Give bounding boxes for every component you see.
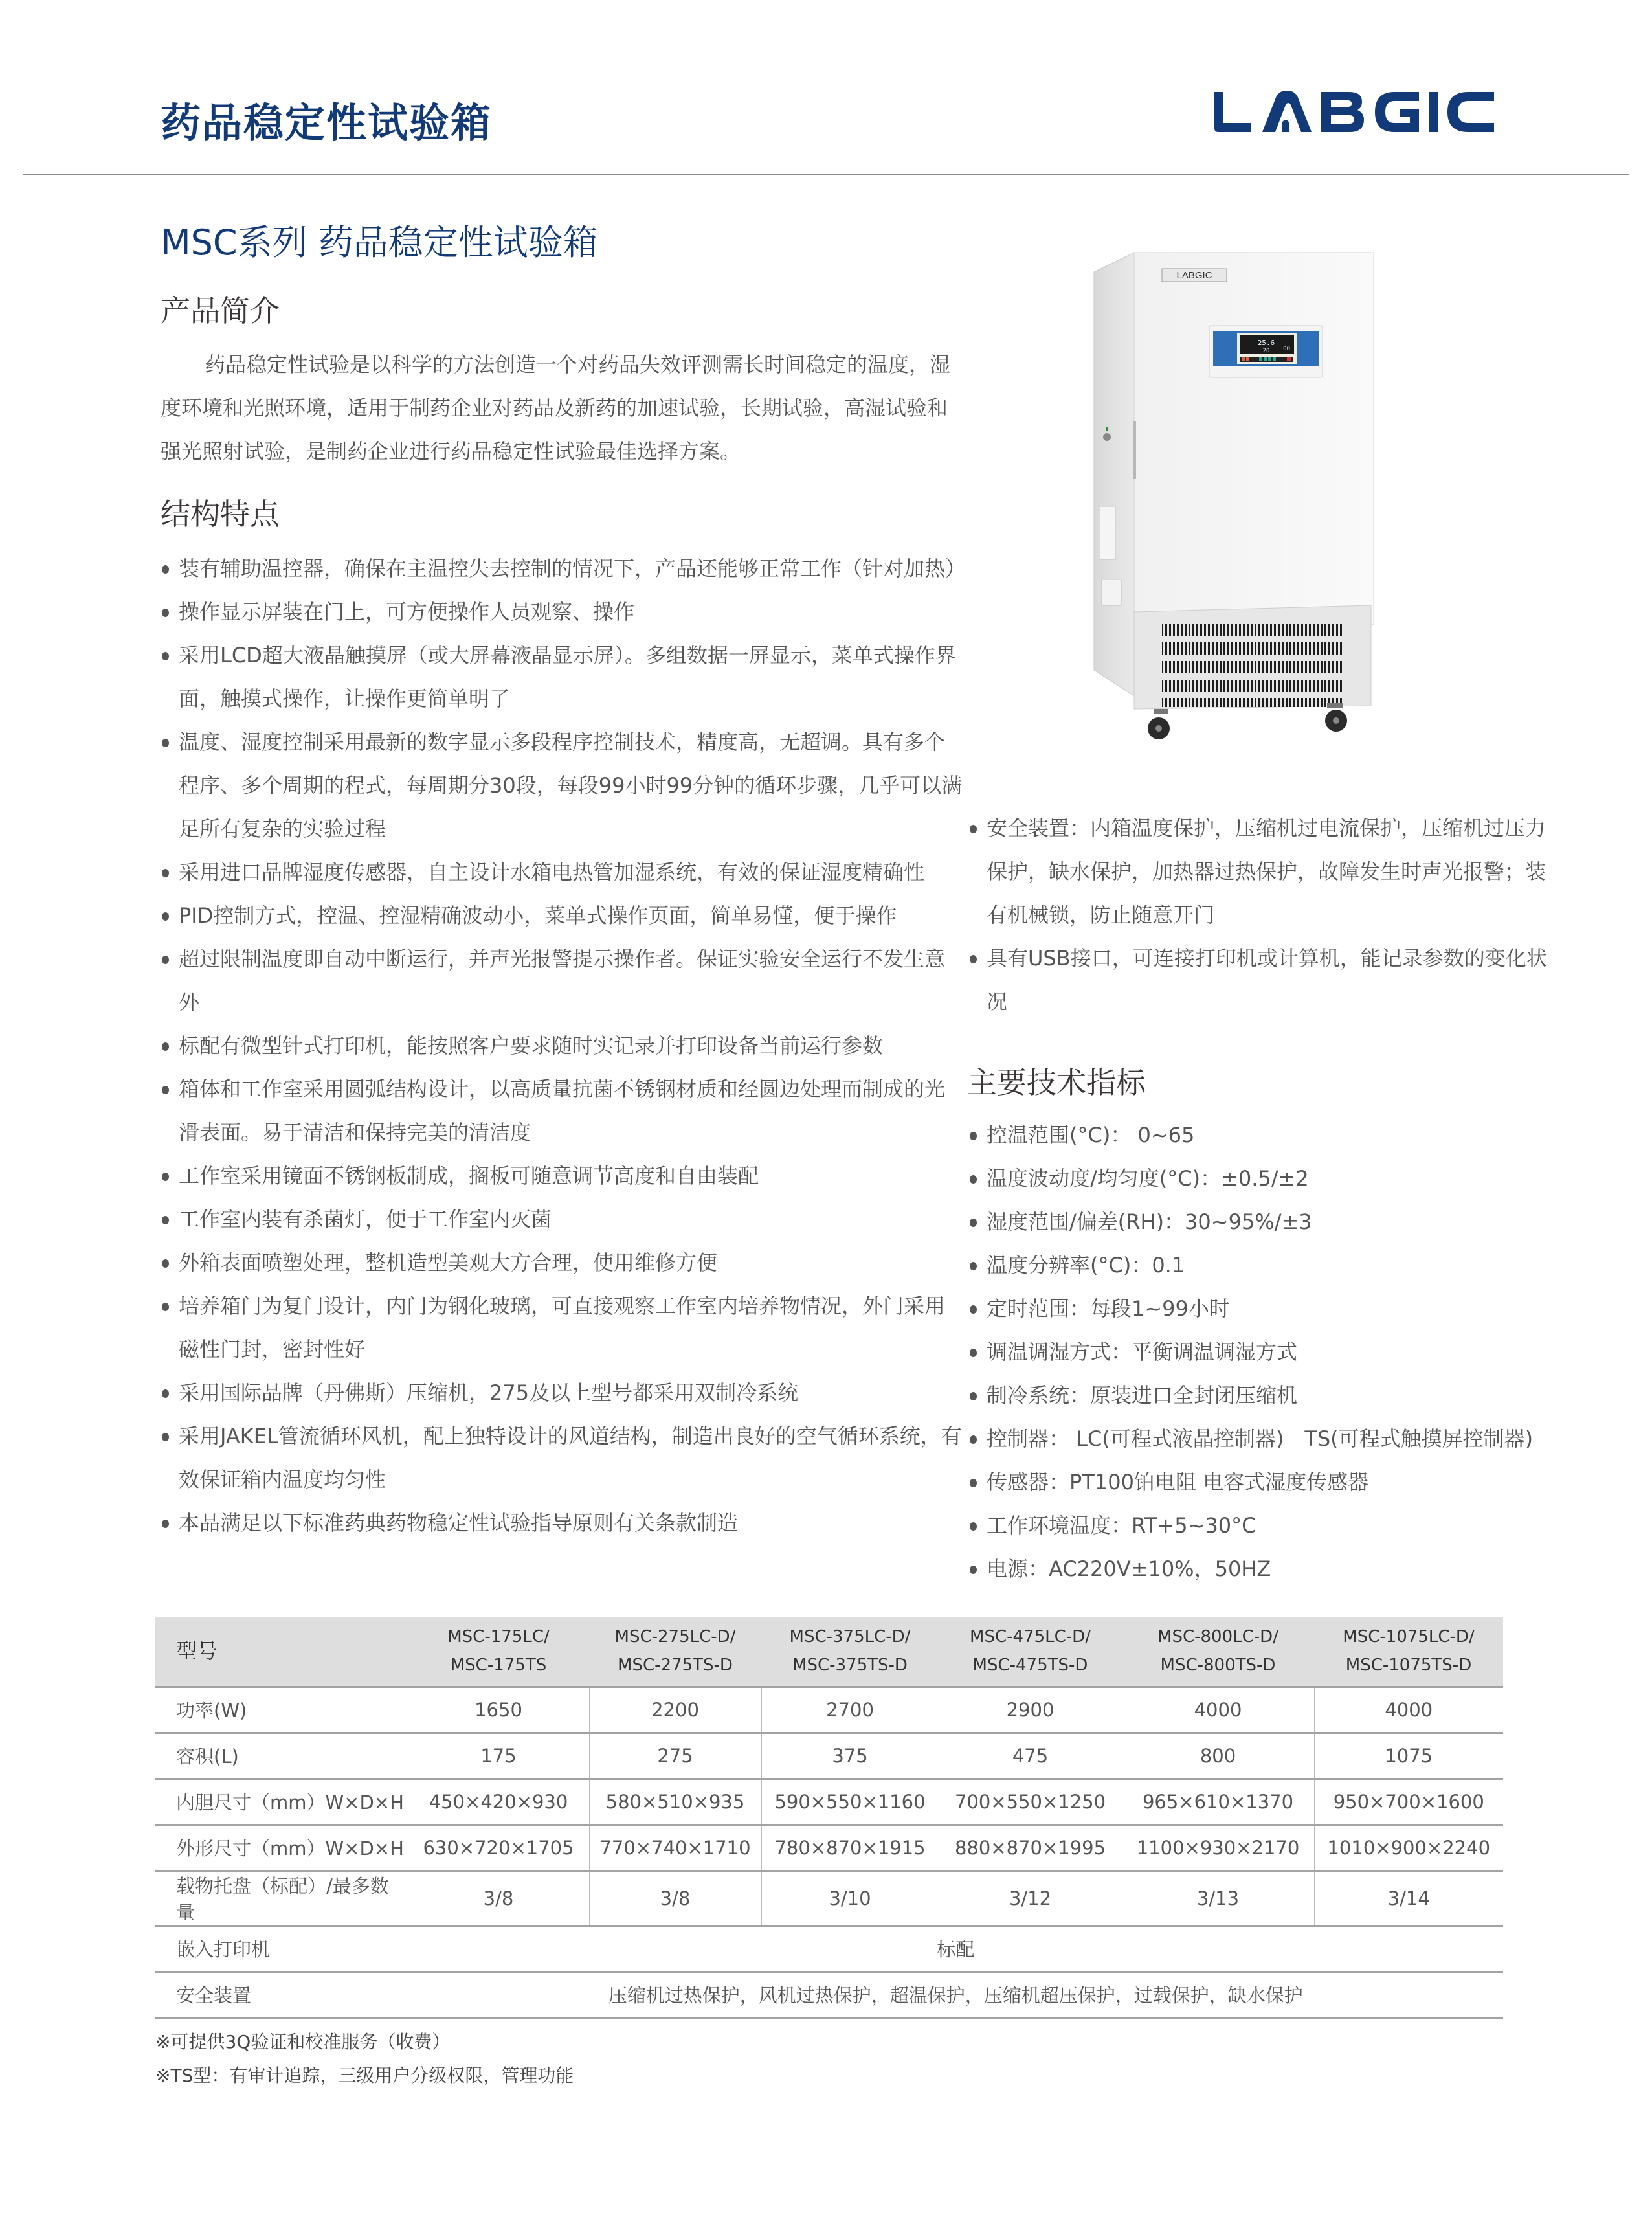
list-item: 安全装置：内箱温度保护，压缩机过电流保护，压缩机过压力保护，缺水保护，加热器过热保护，故障发生时声光报警；装有机械锁，防止随意开门 [968, 807, 1551, 937]
table-header-row [155, 1617, 1503, 1687]
model-column-header: MSC-175LC/ MSC-175TS [447, 1627, 550, 1676]
table-cell: 800 [1122, 1733, 1314, 1779]
table-cell: 3/10 [761, 1871, 939, 1926]
list-item: 调温调湿方式：平衡调温调湿方式 [968, 1331, 1616, 1374]
series-title: MSC系列 药品稳定性试验箱 [161, 222, 598, 263]
table-cell: 450×420×930 [408, 1779, 589, 1825]
table-cell: 4000 [1314, 1687, 1503, 1733]
table-row [155, 1926, 1503, 1972]
row-label: 内胆尺寸（mm）W×D×H [176, 1792, 404, 1814]
table-cell: 780×870×1915 [761, 1825, 939, 1871]
list-item: 采用JAKEL管流循环风机，配上独特设计的风道结构，制造出良好的空气循环系统，有效保证箱内温度均匀性 [161, 1415, 963, 1501]
spec-table [155, 1617, 1503, 2019]
footnote: ※TS型：有审计追踪，三级用户分级权限，管理功能 [155, 2065, 574, 2086]
list-item: 工作室内装有杀菌灯，便于工作室内灭菌 [161, 1198, 963, 1241]
row-label: 安全装置 [176, 1984, 252, 2007]
stability-chamber-illustration [1088, 249, 1379, 761]
table-cell: 965×610×1370 [1122, 1779, 1314, 1825]
page-title: 药品稳定性试验箱 [161, 99, 493, 146]
labgic-logo [1212, 89, 1497, 135]
row-label: 载物托盘（标配）/最多数量 [176, 1874, 389, 1924]
table-cell: 880×870×1995 [939, 1825, 1122, 1871]
list-item: 装有辅助温控器，确保在主温控失去控制的情况下，产品还能够正常工作（针对加热） [161, 547, 963, 590]
footnote: ※可提供3Q验证和校准服务（收费） [155, 2031, 451, 2052]
table-cell: 压缩机过热保护，风机过热保护，超温保护，压缩机超压保护，过载保护，缺水保护 [408, 1972, 1503, 2018]
structure-list-continued [968, 807, 1551, 1024]
svg-text:20: 20 [1262, 348, 1270, 354]
list-item: 具有USB接口，可连接打印机或计算机，能记录参数的变化状况 [968, 937, 1551, 1024]
svg-text:25.6: 25.6 [1257, 339, 1275, 347]
list-item: 操作显示屏装在门上，可方便操作人员观察、操作 [161, 590, 963, 634]
table-cell: 630×720×1705 [408, 1825, 589, 1871]
footnotes [155, 2025, 574, 2093]
list-item: 本品满足以下标准药典药物稳定性试验指导原则有关条款制造 [161, 1501, 963, 1545]
list-item: 采用国际品牌（丹佛斯）压缩机，275及以上型号都采用双制冷系统 [161, 1371, 963, 1415]
table-cell: 3/8 [589, 1871, 761, 1926]
table-row [155, 1733, 1503, 1779]
table-row [155, 1972, 1503, 2018]
list-item: 电源：AC220V±10%，50HZ [968, 1547, 1616, 1591]
list-item: 控温范围(°C)： 0~65 [968, 1114, 1616, 1157]
table-cell: 4000 [1122, 1687, 1314, 1733]
list-item: 箱体和工作室采用圆弧结构设计，以高质量抗菌不锈钢材质和经圆边处理而制成的光滑表面。易于清洁和保持完美的清洁度 [161, 1068, 963, 1154]
table-cell: 950×700×1600 [1314, 1779, 1503, 1825]
list-item: 温度波动度/均匀度(°C)：±0.5/±2 [968, 1157, 1616, 1200]
row-label: 容积(L) [176, 1746, 239, 1768]
list-item: PID控制方式，控温、控湿精确波动小，菜单式操作页面，简单易懂，便于操作 [161, 894, 963, 938]
model-column-header: MSC-1075LC-D/ MSC-1075TS-D [1343, 1627, 1475, 1676]
svg-text:00: 00 [1283, 346, 1290, 352]
list-item: 制冷系统：原装进口全封闭压缩机 [968, 1374, 1616, 1417]
table-row [155, 1825, 1503, 1871]
header-divider [23, 174, 1629, 175]
list-item: 控制器： LC(可程式液晶控制器) TS(可程式触摸屏控制器) [968, 1417, 1616, 1461]
model-column-header: MSC-475LC-D/ MSC-475TS-D [970, 1627, 1091, 1676]
list-item: 湿度范围/偏差(RH)：30~95%/±3 [968, 1200, 1616, 1244]
list-item: 定时范围：每段1~99小时 [968, 1287, 1616, 1331]
model-column-header: MSC-275LC-D/ MSC-275TS-D [614, 1627, 736, 1676]
svg-text:LABGIC: LABGIC [1176, 270, 1212, 281]
table-row [155, 1779, 1503, 1825]
table-cell: 475 [939, 1733, 1122, 1779]
table-cell: 375 [761, 1733, 939, 1779]
list-item: 采用LCD超大液晶触摸屏（或大屏幕液晶显示屏）。多组数据一屏显示，菜单式操作界面，触摸式操作，让操作更简单明了 [161, 634, 963, 721]
table-cell: 1075 [1314, 1733, 1503, 1779]
table-cell: 175 [408, 1733, 589, 1779]
table-cell: 3/13 [1122, 1871, 1314, 1926]
table-cell: 580×510×935 [589, 1779, 761, 1825]
table-cell: 1100×930×2170 [1122, 1825, 1314, 1871]
table-cell: 700×550×1250 [939, 1779, 1122, 1825]
list-item: 标配有微型针式打印机，能按照客户要求随时实记录并打印设备当前运行参数 [161, 1024, 963, 1068]
row-label: 功率(W) [176, 1700, 247, 1722]
list-item: 传感器：PT100铂电阻 电容式湿度传感器 [968, 1461, 1616, 1504]
table-cell: 2200 [589, 1687, 761, 1733]
product-image [1088, 249, 1379, 761]
table-cell: 3/14 [1314, 1871, 1503, 1926]
table-cell: 2900 [939, 1687, 1122, 1733]
list-item: 培养箱门为复门设计，内门为钢化玻璃，可直接观察工作室内培养物情况，外门采用磁性门封，密封性好 [161, 1285, 963, 1371]
table-cell: 3/8 [408, 1871, 589, 1926]
row-label: 外形尺寸（mm）W×D×H [176, 1838, 404, 1860]
tech-specs-list [968, 1114, 1616, 1591]
table-cell: 2700 [761, 1687, 939, 1733]
intro-paragraph: 药品稳定性试验是以科学的方法创造一个对药品失效评测需长时间稳定的温度，湿度环境和光照环境，适用于制药企业对药品及新药的加速试验，长期试验，高湿试验和强光照射试验，是制药企业进行药品稳定性试验最佳选择方案。 [161, 352, 951, 464]
row-label: 嵌入打印机 [176, 1939, 271, 1961]
table-cell: 3/12 [939, 1871, 1122, 1926]
structure-list [161, 547, 966, 1545]
list-item: 工作环境温度：RT+5~30°C [968, 1504, 1616, 1547]
structure-heading: 结构特点 [161, 497, 280, 532]
table-row [155, 1687, 1503, 1733]
list-item: 外箱表面喷塑处理，整机造型美观大方合理，使用维修方便 [161, 1241, 963, 1285]
list-item: 温度、湿度控制采用最新的数字显示多段程序控制技术，精度高，无超调。具有多个程序、多个周期的程式，每周期分30段，每段99小时99分钟的循环步骤，几乎可以满足所有复杂的实验过程 [161, 721, 963, 851]
list-item: 温度分辨率(°C)：0.1 [968, 1244, 1616, 1287]
model-column-header: MSC-375LC-D/ MSC-375TS-D [789, 1627, 911, 1676]
table-cell: 275 [589, 1733, 761, 1779]
list-item: 超过限制温度即自动中断运行，并声光报警提示操作者。保证实验安全运行不发生意外 [161, 938, 963, 1024]
tech-specs-heading: 主要技术指标 [967, 1065, 1146, 1100]
table-row [155, 1871, 1503, 1926]
list-item: 采用进口品牌湿度传感器，自主设计水箱电热管加湿系统，有效的保证湿度精确性 [161, 851, 963, 894]
table-cell: 770×740×1710 [589, 1825, 761, 1871]
model-column-header: MSC-800LC-D/ MSC-800TS-D [1157, 1627, 1278, 1676]
table-cell: 1650 [408, 1687, 589, 1733]
labgic-logo-icon [1212, 89, 1497, 135]
table-cell: 标配 [408, 1926, 1503, 1972]
model-header: 型号 [176, 1639, 218, 1664]
table-cell: 590×550×1160 [761, 1779, 939, 1825]
list-item: 工作室采用镜面不锈钢板制成，搁板可随意调节高度和自由装配 [161, 1154, 963, 1198]
intro-heading: 产品简介 [161, 293, 280, 328]
table-cell: 1010×900×2240 [1314, 1825, 1503, 1871]
